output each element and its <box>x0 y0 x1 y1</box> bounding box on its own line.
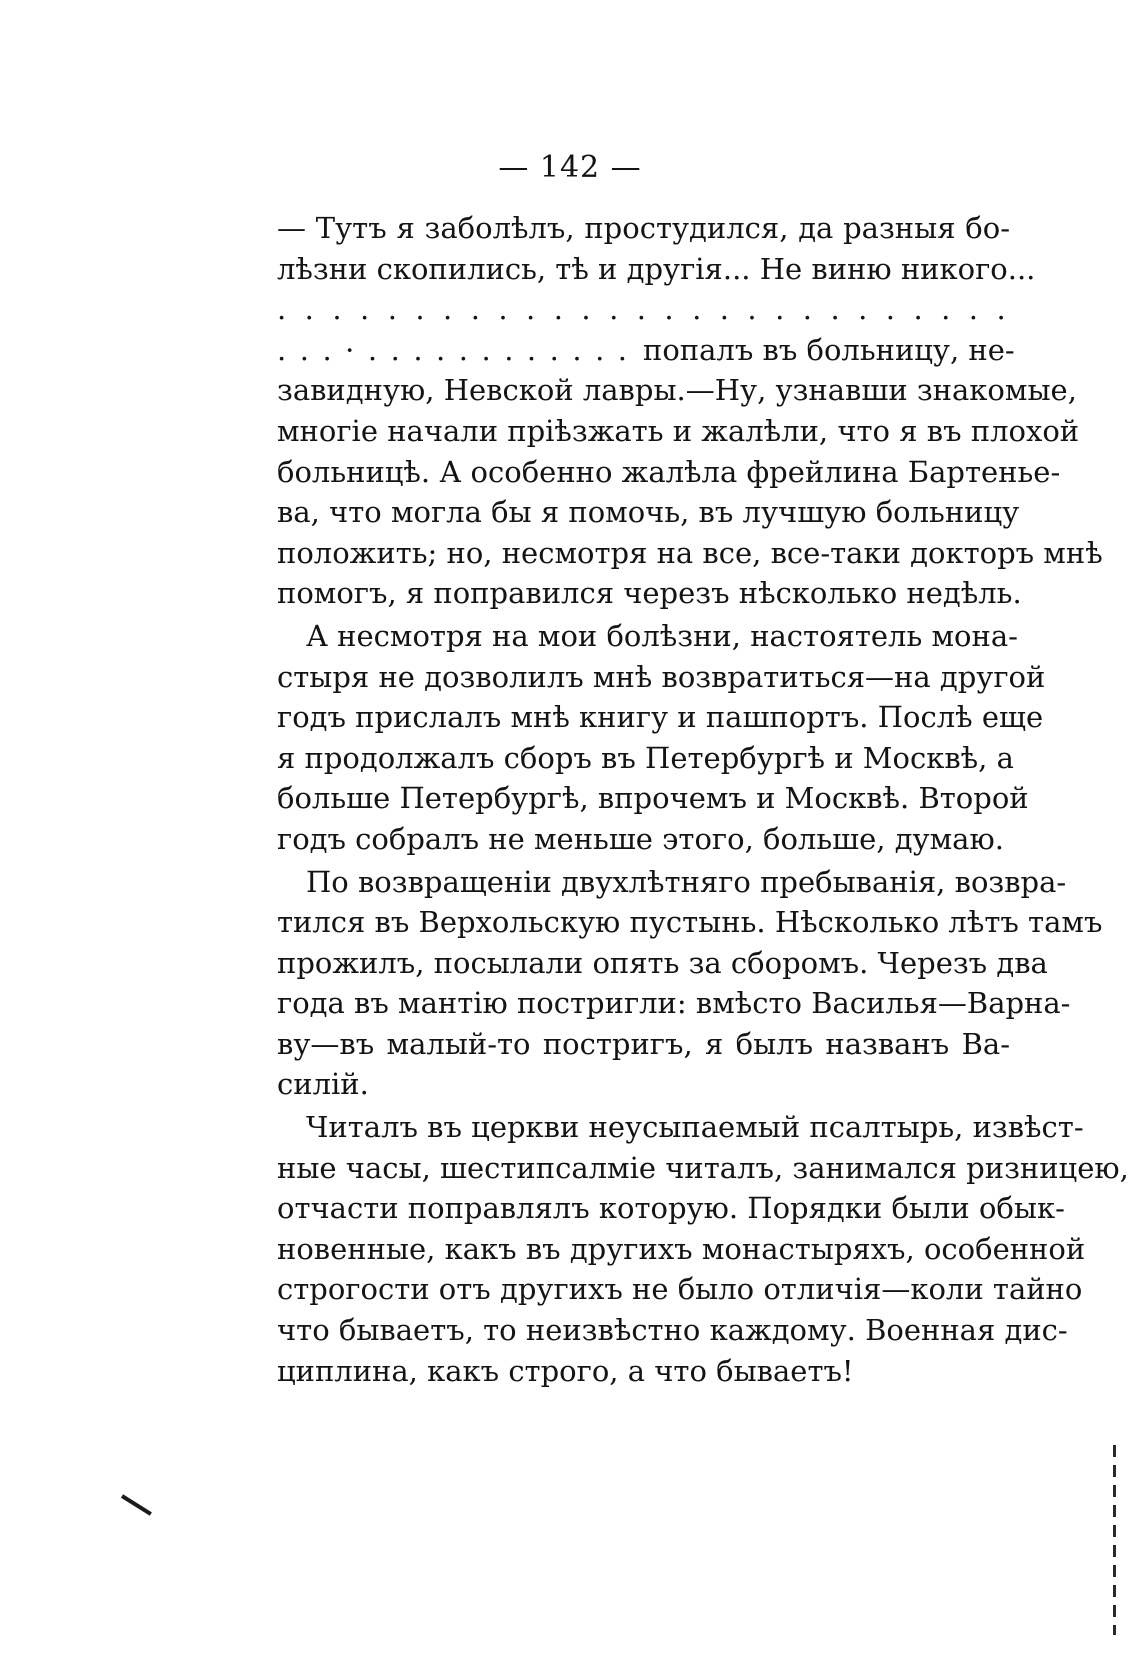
ellipsis-dot: . <box>332 292 342 327</box>
ellipsis-dot: . <box>367 332 378 367</box>
ellipsis-dot: . <box>458 332 468 367</box>
text-line: — Тутъ я заболѣлъ, простудился, да разныя бо- <box>277 211 1010 245</box>
scan-edge-mark <box>1113 1445 1116 1635</box>
text-line: прожилъ, посылали опять за сборомъ. Черезъ два <box>277 945 1048 980</box>
ellipsis-dot: . <box>390 332 400 367</box>
ellipsis-dot: . <box>553 292 563 327</box>
ellipsis-dot: . <box>277 292 287 327</box>
text-line: положить; но, несмотря на все, все-таки докторъ мнѣ <box>277 535 1103 570</box>
text-line: больницѣ. А особенно жалѣла фрейлина Бартенье- <box>277 454 1061 489</box>
ellipsis-dot: . <box>775 292 785 327</box>
ellipsis-dot: . <box>277 332 287 367</box>
ellipsis-dot: . <box>481 332 491 367</box>
text-line: попалъ въ больницу, не- <box>643 332 1015 367</box>
ellipsis-dot: . <box>443 292 453 327</box>
paragraph-start: Читалъ въ церкви неусыпаемый псалтырь, извѣст- <box>306 1110 1084 1145</box>
text-line: строгости отъ другихъ не было отличія—коли тайно <box>277 1272 1083 1307</box>
page-number: — 142 — <box>498 150 642 185</box>
ellipsis-dot: . <box>299 332 309 367</box>
ellipsis-dot: . <box>415 292 425 327</box>
ellipsis-dot: . <box>802 292 812 327</box>
ellipsis-dot: . <box>858 292 868 327</box>
text-line: завидную, Невской лавры.—Ну, узнавши знакомые, <box>277 373 1077 408</box>
ellipsis-dot: . <box>885 292 895 327</box>
ellipsis-dot: · <box>345 332 355 367</box>
text-line-with-ellipsis <box>277 330 1015 371</box>
scan-smudge-mark <box>121 1494 152 1515</box>
ellipsis-dot: . <box>617 332 627 367</box>
ellipsis-dot: . <box>913 292 923 327</box>
text-line: что бываетъ, то неизвѣстно каждому. Военная дис- <box>277 1313 1068 1348</box>
text-line: ву—въ малый-то постригъ, я былъ названъ Ва- <box>277 1026 1010 1061</box>
paragraph-start: А несмотря на мои болѣзни, настоятель мона- <box>306 618 1018 653</box>
text-line: тился въ Верхольскую пустынь. Нѣсколько лѣтъ тамъ <box>277 905 1103 940</box>
text-line: больше Петербургѣ, впрочемъ и Москвѣ. Второй <box>277 781 1029 816</box>
ellipsis-dot: . <box>413 332 423 367</box>
ellipsis-dot: . <box>609 292 619 327</box>
text-line: многіе начали пріѣзжать и жалѣли, что я въ плохой <box>277 413 1080 448</box>
ellipsis-lead <box>277 330 643 371</box>
text-line: годъ прислалъ мнѣ книгу и пашпортъ. Послѣ еще <box>277 700 1044 735</box>
page-body <box>277 208 1129 1391</box>
text-line: годъ собралъ не меньше этого, больше, думаю. <box>277 821 1004 856</box>
ellipsis-dot: . <box>572 332 582 367</box>
ellipsis-dot: . <box>664 292 674 327</box>
text-line: отчасти поправлялъ которую. Порядки были обык- <box>277 1191 1065 1226</box>
ellipsis-dot: . <box>719 292 729 327</box>
ellipsis-dot: . <box>996 292 1006 327</box>
ellipsis-dot: . <box>830 292 840 327</box>
ellipsis-dot: . <box>549 332 559 367</box>
ellipsis-dot: . <box>941 292 951 327</box>
ellipsis-dot: . <box>360 292 370 327</box>
ellipsis-dot: . <box>968 292 979 327</box>
text-line: я продолжалъ сборъ въ Петербургѣ и Москвѣ, а <box>277 740 1014 775</box>
text-line: циплина, какъ строго, а что бываетъ! <box>277 1353 854 1388</box>
ellipsis-dot: . <box>526 332 537 367</box>
ellipsis-dot: . <box>387 292 397 327</box>
ellipsis-dot: . <box>595 332 605 367</box>
text-line: стыря не дозволилъ мнѣ возвратиться—на другой <box>277 659 1046 694</box>
text-line: ные часы, шестипсалміе читалъ, занимался ризницею, <box>277 1150 1129 1185</box>
ellipsis-row <box>277 289 1010 330</box>
ellipsis-dot: . <box>504 332 514 367</box>
ellipsis-dot: . <box>304 292 314 327</box>
text-line: силій. <box>277 1067 369 1102</box>
ellipsis-dot: . <box>747 292 757 327</box>
text-line: года въ мантію постригли: вмѣсто Василья—Варна- <box>277 986 1071 1021</box>
ellipsis-dot: . <box>436 332 446 367</box>
text-line: новенные, какъ въ другихъ монастыряхъ, особенной <box>277 1231 1086 1266</box>
paragraph-start: По возвращеніи двухлѣтняго пребыванія, возвра- <box>306 864 1067 899</box>
ellipsis-dot: . <box>498 292 508 327</box>
ellipsis-dot: . <box>581 292 591 327</box>
ellipsis-dot: . <box>526 292 536 327</box>
ellipsis-dot: . <box>692 292 702 327</box>
ellipsis-dot: . <box>470 292 480 327</box>
text-line: помогъ, я поправился черезъ нѣсколько недѣль. <box>277 576 1022 611</box>
ellipsis-dot: . <box>322 332 332 367</box>
text-line: лѣзни скопились, тѣ и другія... Не виню никого... <box>277 251 1036 286</box>
ellipsis-dot: . <box>636 292 646 327</box>
text-line: ва, что могла бы я помочь, въ лучшую больницу <box>277 495 1020 530</box>
